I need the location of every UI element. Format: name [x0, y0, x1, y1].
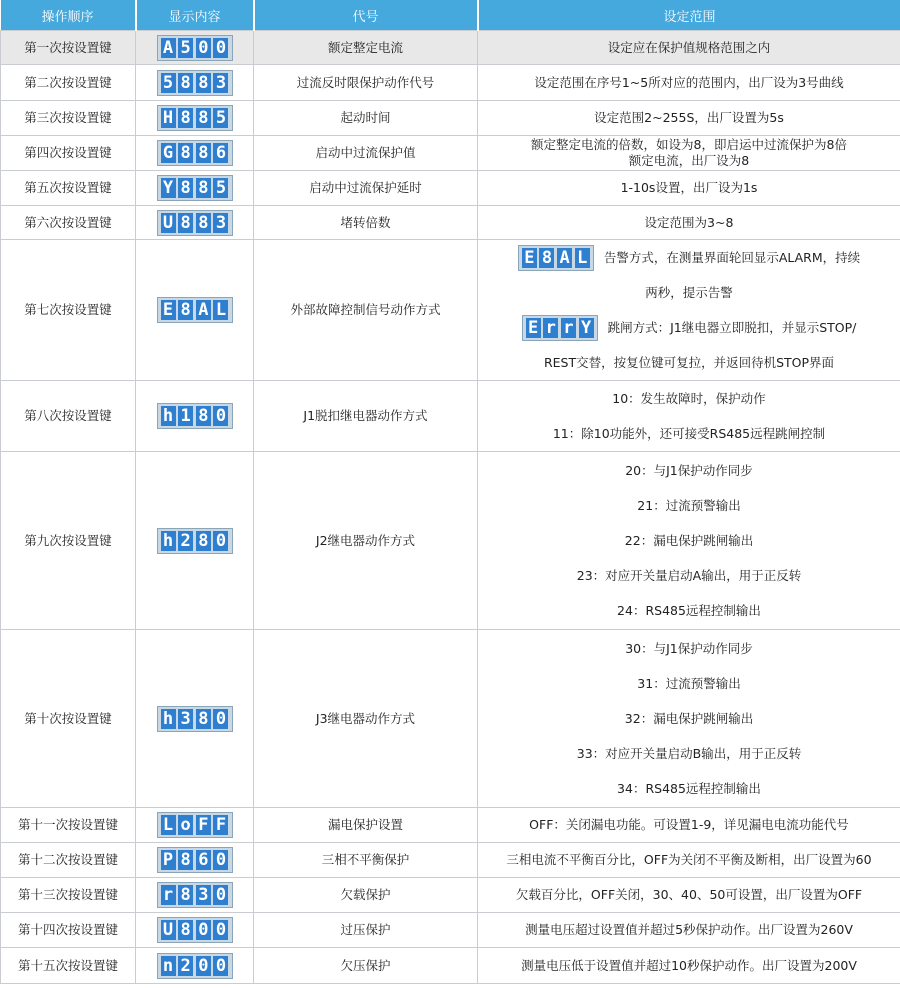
- lcd-digit: h: [161, 406, 176, 426]
- lcd-digit: H: [161, 108, 176, 128]
- lcd-digit: 0: [213, 850, 228, 870]
- display-cell: [136, 843, 254, 878]
- lcd-display: [157, 403, 233, 429]
- lcd-digit: 0: [213, 885, 228, 905]
- table-row: [1, 31, 900, 65]
- lcd-digit: 8: [178, 920, 193, 940]
- lcd-digit: 8: [178, 143, 193, 163]
- lcd-digit: G: [161, 143, 176, 163]
- lcd-display: [157, 70, 233, 96]
- range-cell: [478, 948, 900, 984]
- range-option: 11：除10功能外，还可接受RS485远程跳闸控制: [552, 426, 826, 441]
- range-text: 跳闸方式：J1继电器立即脱扣，并显示STOP/: [607, 319, 857, 335]
- lcd-digit: 8: [178, 850, 193, 870]
- range-cell: [478, 913, 900, 948]
- lcd-digit: 8: [178, 885, 193, 905]
- display-cell: [136, 630, 254, 808]
- lcd-display: [157, 140, 233, 166]
- lcd-display: [157, 953, 233, 979]
- header-range: 设定范围: [478, 0, 900, 31]
- lcd-digit: 5: [178, 38, 193, 58]
- lcd-digit: 0: [196, 38, 211, 58]
- lcd-digit: 8: [196, 531, 211, 551]
- step-cell: 第十三次按设置键: [1, 878, 136, 913]
- lcd-display: [157, 175, 233, 201]
- step-cell: 第十五次按设置键: [1, 948, 136, 984]
- step-cell: 第五次按设置键: [1, 171, 136, 206]
- lcd-digit: 0: [213, 709, 228, 729]
- table-row: [1, 878, 900, 913]
- range-option: 33：对应开关量启动B输出，用于正反转: [576, 746, 802, 761]
- lcd-digit: A: [161, 38, 176, 58]
- lcd-digit: 8: [178, 300, 193, 320]
- lcd-digit: F: [196, 815, 211, 835]
- range-option: 21：过流预警输出: [637, 498, 741, 513]
- range-option: 10：发生故障时，保护动作: [612, 391, 766, 406]
- lcd-digit: 8: [539, 248, 554, 268]
- lcd-display: [157, 35, 233, 61]
- lcd-digit: h: [161, 709, 176, 729]
- table-row: [1, 913, 900, 948]
- code-cell: 启动中过流保护值: [254, 136, 478, 171]
- range-cell: [478, 101, 900, 136]
- lcd-digit: 8: [196, 143, 211, 163]
- display-cell: [136, 381, 254, 452]
- lcd-digit: 3: [213, 213, 228, 233]
- lcd-digit: r: [161, 885, 176, 905]
- lcd-display: [157, 917, 233, 943]
- range-text: 告警方式，在测量界面轮回显示ALARM，持续: [603, 249, 861, 265]
- range-text: 设定范围在序号1~5所对应的范围内，出厂设为3号曲线: [534, 74, 844, 90]
- lcd-digit: 0: [196, 956, 211, 976]
- display-cell: [136, 240, 254, 381]
- table-row: [1, 65, 900, 101]
- lcd-digit: 8: [178, 108, 193, 128]
- table-row: [1, 101, 900, 136]
- lcd-display: [157, 297, 233, 323]
- step-cell: 第四次按设置键: [1, 136, 136, 171]
- header-step: 操作顺序: [1, 0, 136, 31]
- range-text: 两秒，提示告警: [645, 285, 733, 300]
- step-cell: 第三次按设置键: [1, 101, 136, 136]
- lcd-digit: 0: [213, 920, 228, 940]
- table-row: [1, 381, 900, 452]
- code-cell: J3继电器动作方式: [254, 630, 478, 808]
- step-cell: 第九次按设置键: [1, 452, 136, 630]
- range-cell: [478, 630, 900, 808]
- lcd-digit: E: [526, 318, 541, 338]
- lcd-digit: 8: [196, 709, 211, 729]
- lcd-display: [157, 882, 233, 908]
- step-cell: 第十四次按设置键: [1, 913, 136, 948]
- lcd-digit: 3: [213, 73, 228, 93]
- range-text: 测量电压低于设置值并超过10秒保护动作。出厂设置为200V: [521, 957, 857, 973]
- lcd-digit: 2: [178, 531, 193, 551]
- display-cell: [136, 808, 254, 843]
- code-cell: 欠载保护: [254, 878, 478, 913]
- header-display: 显示内容: [136, 0, 254, 31]
- lcd-digit: 0: [213, 406, 228, 426]
- code-cell: 过压保护: [254, 913, 478, 948]
- range-text: 设定范围2~255S，出厂设置为5s: [594, 110, 784, 125]
- range-option: 20：与J1保护动作同步: [625, 463, 753, 478]
- lcd-display: [157, 210, 233, 236]
- code-cell: J1脱扣继电器动作方式: [254, 381, 478, 452]
- lcd-digit: h: [161, 531, 176, 551]
- range-cell: [478, 136, 900, 171]
- lcd-digit: Y: [579, 318, 594, 338]
- lcd-digit: P: [161, 850, 176, 870]
- lcd-digit: E: [161, 300, 176, 320]
- lcd-digit: E: [522, 248, 537, 268]
- lcd-digit: r: [543, 318, 558, 338]
- range-option: 34：RS485远程控制输出: [617, 781, 761, 796]
- range-option: 22：漏电保护跳闸输出: [624, 533, 754, 548]
- lcd-display: [157, 706, 233, 732]
- range-option: 24：RS485远程控制输出: [617, 603, 761, 618]
- range-text: REST交替，按复位键可复拉，并返回待机STOP界面: [543, 355, 835, 370]
- range-option: 30：与J1保护动作同步: [625, 641, 753, 656]
- lcd-digit: 5: [213, 178, 228, 198]
- display-cell: [136, 878, 254, 913]
- range-cell: [478, 808, 900, 843]
- lcd-digit: 0: [213, 956, 228, 976]
- code-cell: 堵转倍数: [254, 206, 478, 240]
- range-text: 欠载百分比，OFF关闭，30、40、50可设置，出厂设置为OFF: [515, 887, 863, 902]
- lcd-digit: A: [196, 300, 211, 320]
- step-cell: 第七次按设置键: [1, 240, 136, 381]
- display-cell: [136, 171, 254, 206]
- range-cell: [478, 31, 900, 65]
- step-cell: 第十次按设置键: [1, 630, 136, 808]
- lcd-digit: Y: [161, 178, 176, 198]
- range-option: 32：漏电保护跳闸输出: [624, 711, 754, 726]
- table-row: [1, 452, 900, 630]
- display-cell: [136, 948, 254, 984]
- lcd-digit: n: [161, 956, 176, 976]
- range-text: 额定电流，出厂设为8: [628, 153, 750, 168]
- display-cell: [136, 452, 254, 630]
- step-cell: 第一次按设置键: [1, 31, 136, 65]
- display-cell: [136, 101, 254, 136]
- lcd-display: [157, 528, 233, 554]
- table-row: [1, 630, 900, 808]
- range-cell: [478, 381, 900, 452]
- range-text: 设定应在保护值规格范围之内: [607, 39, 771, 55]
- lcd-digit: r: [561, 318, 576, 338]
- header-code: 代号: [254, 0, 478, 31]
- code-cell: 外部故障控制信号动作方式: [254, 240, 478, 381]
- step-cell: 第八次按设置键: [1, 381, 136, 452]
- display-cell: [136, 136, 254, 171]
- range-text: 三相电流不平衡百分比，OFF为关闭不平衡及断相，出厂设置为60: [506, 852, 872, 867]
- step-cell: 第二次按设置键: [1, 65, 136, 101]
- lcd-digit: U: [161, 920, 176, 940]
- code-cell: 额定整定电流: [254, 31, 478, 65]
- code-cell: 欠压保护: [254, 948, 478, 984]
- display-cell: [136, 31, 254, 65]
- range-option: 31：过流预警输出: [637, 676, 741, 691]
- range-cell: [478, 171, 900, 206]
- lcd-digit: 6: [213, 143, 228, 163]
- table-row: [1, 843, 900, 878]
- code-cell: 漏电保护设置: [254, 808, 478, 843]
- lcd-digit: 5: [213, 108, 228, 128]
- lcd-digit: 2: [178, 956, 193, 976]
- range-text: 额定整定电流的倍数，如设为8，即启运中过流保护为8倍: [531, 137, 847, 152]
- table-row: [1, 206, 900, 240]
- display-cell: [136, 913, 254, 948]
- table-row: [1, 171, 900, 206]
- lcd-display: [522, 315, 598, 341]
- code-cell: 起动时间: [254, 101, 478, 136]
- lcd-digit: L: [213, 300, 228, 320]
- range-cell: [478, 843, 900, 878]
- lcd-display: [157, 847, 233, 873]
- code-cell: J2继电器动作方式: [254, 452, 478, 630]
- lcd-digit: 8: [196, 213, 211, 233]
- lcd-digit: 8: [196, 406, 211, 426]
- display-cell: [136, 65, 254, 101]
- range-text: 1-10s设置，出厂设为1s: [620, 180, 758, 195]
- lcd-digit: 6: [196, 850, 211, 870]
- lcd-digit: o: [178, 815, 193, 835]
- lcd-digit: 8: [196, 178, 211, 198]
- range-cell: [478, 65, 900, 101]
- lcd-digit: 3: [178, 709, 193, 729]
- range-option: 23：对应开关量启动A输出，用于正反转: [576, 568, 802, 583]
- lcd-digit: 8: [178, 73, 193, 93]
- lcd-digit: 8: [196, 108, 211, 128]
- trip-mode: [482, 310, 896, 345]
- lcd-display: [157, 812, 233, 838]
- display-cell: [136, 206, 254, 240]
- lcd-digit: 0: [213, 531, 228, 551]
- lcd-digit: 3: [196, 885, 211, 905]
- lcd-digit: 5: [161, 73, 176, 93]
- table-row: [1, 948, 900, 984]
- lcd-digit: 8: [178, 178, 193, 198]
- code-cell: 过流反时限保护动作代号: [254, 65, 478, 101]
- range-cell: [478, 452, 900, 630]
- code-cell: 三相不平衡保护: [254, 843, 478, 878]
- table-header: [1, 0, 900, 31]
- lcd-digit: 0: [213, 38, 228, 58]
- step-cell: 第六次按设置键: [1, 206, 136, 240]
- step-cell: 第十二次按设置键: [1, 843, 136, 878]
- range-cell: [478, 240, 900, 381]
- lcd-digit: 0: [196, 920, 211, 940]
- lcd-digit: U: [161, 213, 176, 233]
- lcd-display: [518, 245, 594, 271]
- table-row: [1, 240, 900, 381]
- lcd-digit: F: [213, 815, 228, 835]
- code-cell: 启动中过流保护延时: [254, 171, 478, 206]
- range-text: OFF：关闭漏电功能。可设置1-9，详见漏电电流功能代号: [529, 817, 849, 832]
- range-text: 设定范围为3~8: [644, 214, 734, 230]
- lcd-digit: 1: [178, 406, 193, 426]
- lcd-digit: A: [557, 248, 572, 268]
- lcd-display: [157, 105, 233, 131]
- table-row: [1, 808, 900, 843]
- range-cell: [478, 206, 900, 240]
- range-cell: [478, 878, 900, 913]
- lcd-digit: L: [161, 815, 176, 835]
- table-row: [1, 136, 900, 171]
- lcd-digit: L: [575, 248, 590, 268]
- range-text: 测量电压超过设置值并超过5秒保护动作。出厂设置为260V: [525, 922, 853, 937]
- step-cell: 第十一次按设置键: [1, 808, 136, 843]
- lcd-digit: 8: [178, 213, 193, 233]
- alarm-mode: [482, 240, 896, 275]
- lcd-digit: 8: [196, 73, 211, 93]
